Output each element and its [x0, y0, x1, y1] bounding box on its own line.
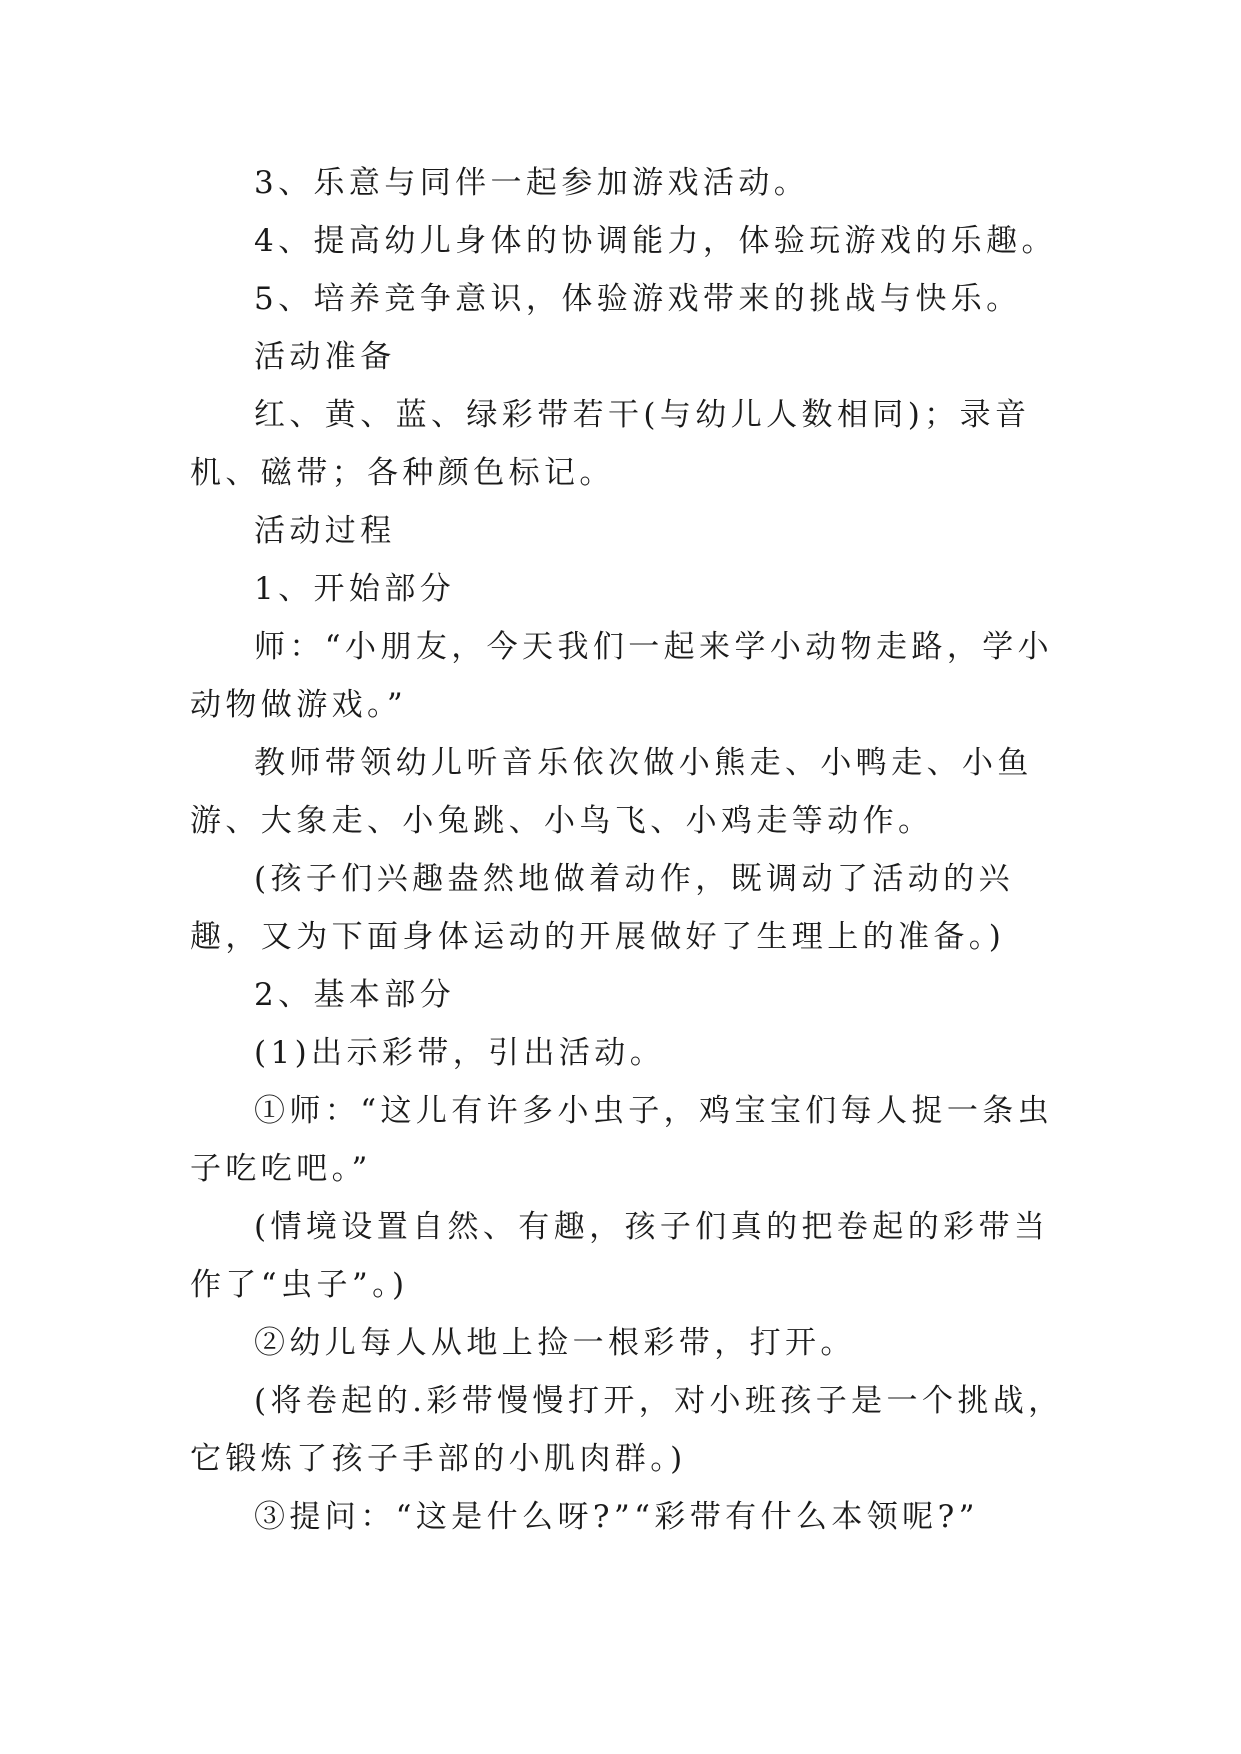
section-heading-process: 活动过程: [254, 513, 396, 549]
paragraph-note-fine-motor: (将卷起的.彩带慢慢打开，对小班孩子是一个挑战，它锻炼了孩子手部的小肌肉群。): [190, 1383, 1064, 1477]
subheading-opening: 1、开始部分: [254, 571, 456, 607]
paragraph-step-2: ②幼儿每人从地上捡一根彩带，打开。: [254, 1325, 856, 1361]
paragraph-note-warmup: (孩子们兴趣盎然地做着动作，既调动了活动的兴趣，又为下面身体运动的开展做好了生理上的准备。): [190, 861, 1014, 955]
paragraph-goal-4: 4、提高幼儿身体的协调能力，体验玩游戏的乐趣。: [254, 223, 1057, 259]
document-body: [190, 154, 1068, 1546]
subheading-main-part: 2、基本部分: [254, 977, 456, 1013]
paragraph-materials: 红、黄、蓝、绿彩带若干(与幼儿人数相同)；录音机、磁带；各种颜色标记。: [190, 397, 1031, 491]
paragraph-animal-movements: 教师带领幼儿听音乐依次做小熊走、小鸭走、小鱼游、大象走、小兔跳、小鸟飞、小鸡走等动作。: [190, 745, 1033, 839]
paragraph-teacher-intro: 师：“小朋友，今天我们一起来学小动物走路，学小动物做游戏。”: [190, 629, 1054, 723]
paragraph-step-1: ①师：“这儿有许多小虫子，鸡宝宝们每人捉一条虫子吃吃吧。”: [190, 1093, 1054, 1187]
paragraph-show-ribbons: (1)出示彩带，引出活动。: [254, 1035, 666, 1071]
section-heading-preparation: 活动准备: [254, 339, 396, 375]
paragraph-note-scenario: (情境设置自然、有趣，孩子们真的把卷起的彩带当作了“虫子”。): [190, 1209, 1050, 1303]
paragraph-goal-3: 3、乐意与同伴一起参加游戏活动。: [254, 165, 810, 201]
paragraph-step-3: ③提问：“这是什么呀?”“彩带有什么本领呢?”: [254, 1499, 979, 1535]
paragraph-goal-5: 5、培养竞争意识，体验游戏带来的挑战与快乐。: [254, 281, 1022, 317]
